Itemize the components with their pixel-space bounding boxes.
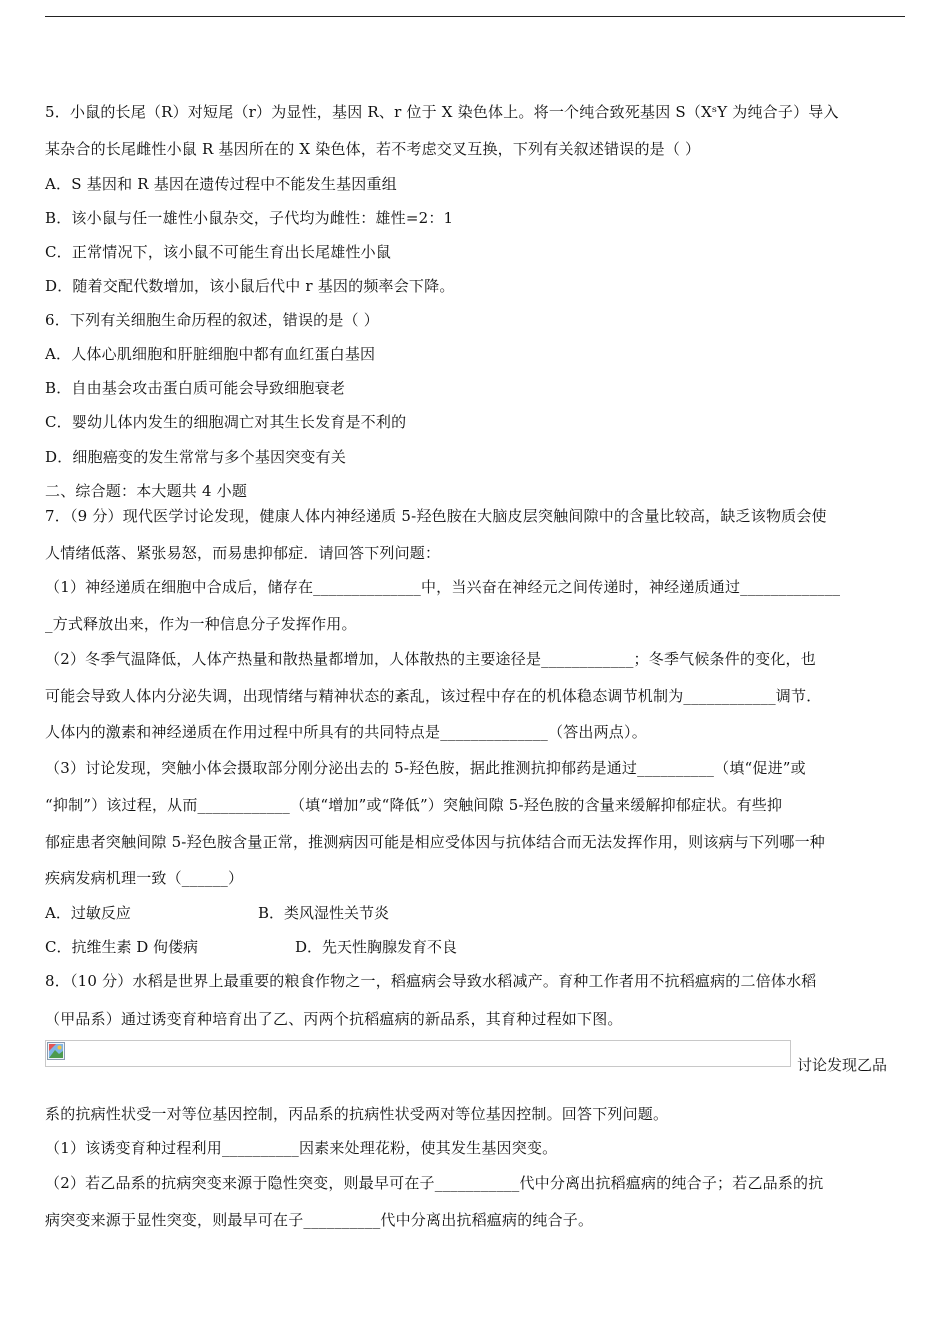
q7-part3-line3: 郁症患者突触间隙 5-羟色胺含量正常，推测病因可能是相应受体因与抗体结合而无法发挥作用，则该病与下列哪一种 [45, 833, 825, 851]
q7-part2-line3: 人体内的激素和神经递质在作用过程中所具有的共同特点是______________（答出两点）。 [45, 723, 647, 741]
q5-stem-line1: 5．小鼠的长尾（R）对短尾（r）为显性，基因 R、r 位于 X 染色体上。将一个纯合致死基因 S（XˢY 为纯合子）导入 [45, 103, 839, 121]
broken-image-icon [47, 1042, 65, 1060]
q6-option-d: D．细胞癌变的发生常常与多个基因突变有关 [45, 448, 347, 466]
q5-option-b: B．该小鼠与任一雄性小鼠杂交，子代均为雌性：雄性=2：1 [45, 209, 454, 227]
q6-stem: 6．下列有关细胞生命历程的叙述，错误的是（ ） [45, 311, 379, 329]
q7-option-d: D．先天性胸腺发育不良 [295, 938, 458, 956]
q5-option-c: C．正常情况下，该小鼠不可能生育出长尾雄性小鼠 [45, 243, 392, 261]
q7-stem-line1: 7．（9 分）现代医学讨论发现，健康人体内神经递质 5-羟色胺在大脑皮层突触间隙中的含量比较高，缺乏该物质会使 [45, 507, 827, 525]
q7-part3-line2: “抑制”）该过程，从而____________（填“增加”或“降低”）突触间隙 5-羟色胺的含量来缓解抑郁症状。有些抑 [45, 796, 783, 814]
q5-stem-line2: 某杂合的长尾雌性小鼠 R 基因所在的 X 染色体，若不考虑交叉互换，下列有关叙述错误的是（ ） [45, 140, 701, 158]
q7-option-c: C．抗维生素 D 佝偻病 [45, 938, 199, 956]
q7-option-a: A．过敏反应 [45, 904, 131, 922]
q7-part2-line2: 可能会导致人体内分泌失调，出现情绪与精神状态的紊乱，该过程中存在的机体稳态调节机制为____________调节． [45, 687, 822, 705]
q8-part1: （1）该诱变育种过程利用__________因素来处理花粉，使其发生基因突变。 [45, 1139, 558, 1157]
q7-part1-line1: （1）神经递质在细胞中合成后，储存在______________中，当兴奋在神经元之间传递时，神经递质通过_____________ [45, 578, 841, 596]
q5-option-d: D．随着交配代数增加，该小鼠后代中 r 基因的频率会下降。 [45, 277, 455, 295]
q6-option-b: B．自由基会攻击蛋白质可能会导致细胞衰老 [45, 379, 346, 397]
q7-stem-line2: 人情绪低落、紧张易怒，而易患抑郁症．请回答下列问题： [45, 544, 441, 562]
q7-option-b: B．类风湿性关节炎 [258, 904, 390, 922]
q8-stem-line2: （甲品系）通过诱变育种培育出了乙、丙两个抗稻瘟病的新品系，其育种过程如下图。 [45, 1010, 623, 1028]
q8-part2-line1: （2）若乙品系的抗病突变来源于隐性突变，则最早可在子___________代中分离出抗稻瘟病的纯合子；若乙品系的抗 [45, 1174, 824, 1192]
q8-text-after-image: 讨论发现乙品 [797, 1056, 888, 1074]
section-heading: 二、综合题：本大题共 4 小题 [45, 482, 248, 500]
q8-part2-line2: 病突变来源于显性突变，则最早可在子__________代中分离出抗稻瘟病的纯合子。 [45, 1211, 594, 1229]
q7-part3-line1: （3）讨论发现，突触小体会摄取部分刚分泌出去的 5-羟色胺，据此推测抗抑郁药是通过__________（填“促进”或 [45, 759, 806, 777]
q7-part1-line2: _方式释放出来，作为一种信息分子发挥作用。 [45, 615, 357, 633]
q6-option-a: A．人体心肌细胞和肝脏细胞中都有血红蛋白基因 [45, 345, 376, 363]
q6-option-c: C．婴幼儿体内发生的细胞凋亡对其生长发育是不利的 [45, 413, 407, 431]
header-rule [45, 16, 905, 17]
broken-image-placeholder [45, 1040, 791, 1067]
q8-stem-line1: 8．（10 分）水稻是世界上最重要的粮食作物之一，稻瘟病会导致水稻减产。育种工作者用不抗稻瘟病的二倍体水稻 [45, 972, 817, 990]
q7-part3-line4: 疾病发病机理一致（______） [45, 869, 244, 887]
q8-stem-line3: 系的抗病性状受一对等位基因控制，丙品系的抗病性状受两对等位基因控制。回答下列问题。 [45, 1105, 669, 1123]
q5-option-a: A．S 基因和 R 基因在遗传过程中不能发生基因重组 [45, 175, 397, 193]
q7-part2-line1: （2）冬季气温降低，人体产热量和散热量都增加，人体散热的主要途径是____________；冬季气候条件的变化，也 [45, 650, 816, 668]
